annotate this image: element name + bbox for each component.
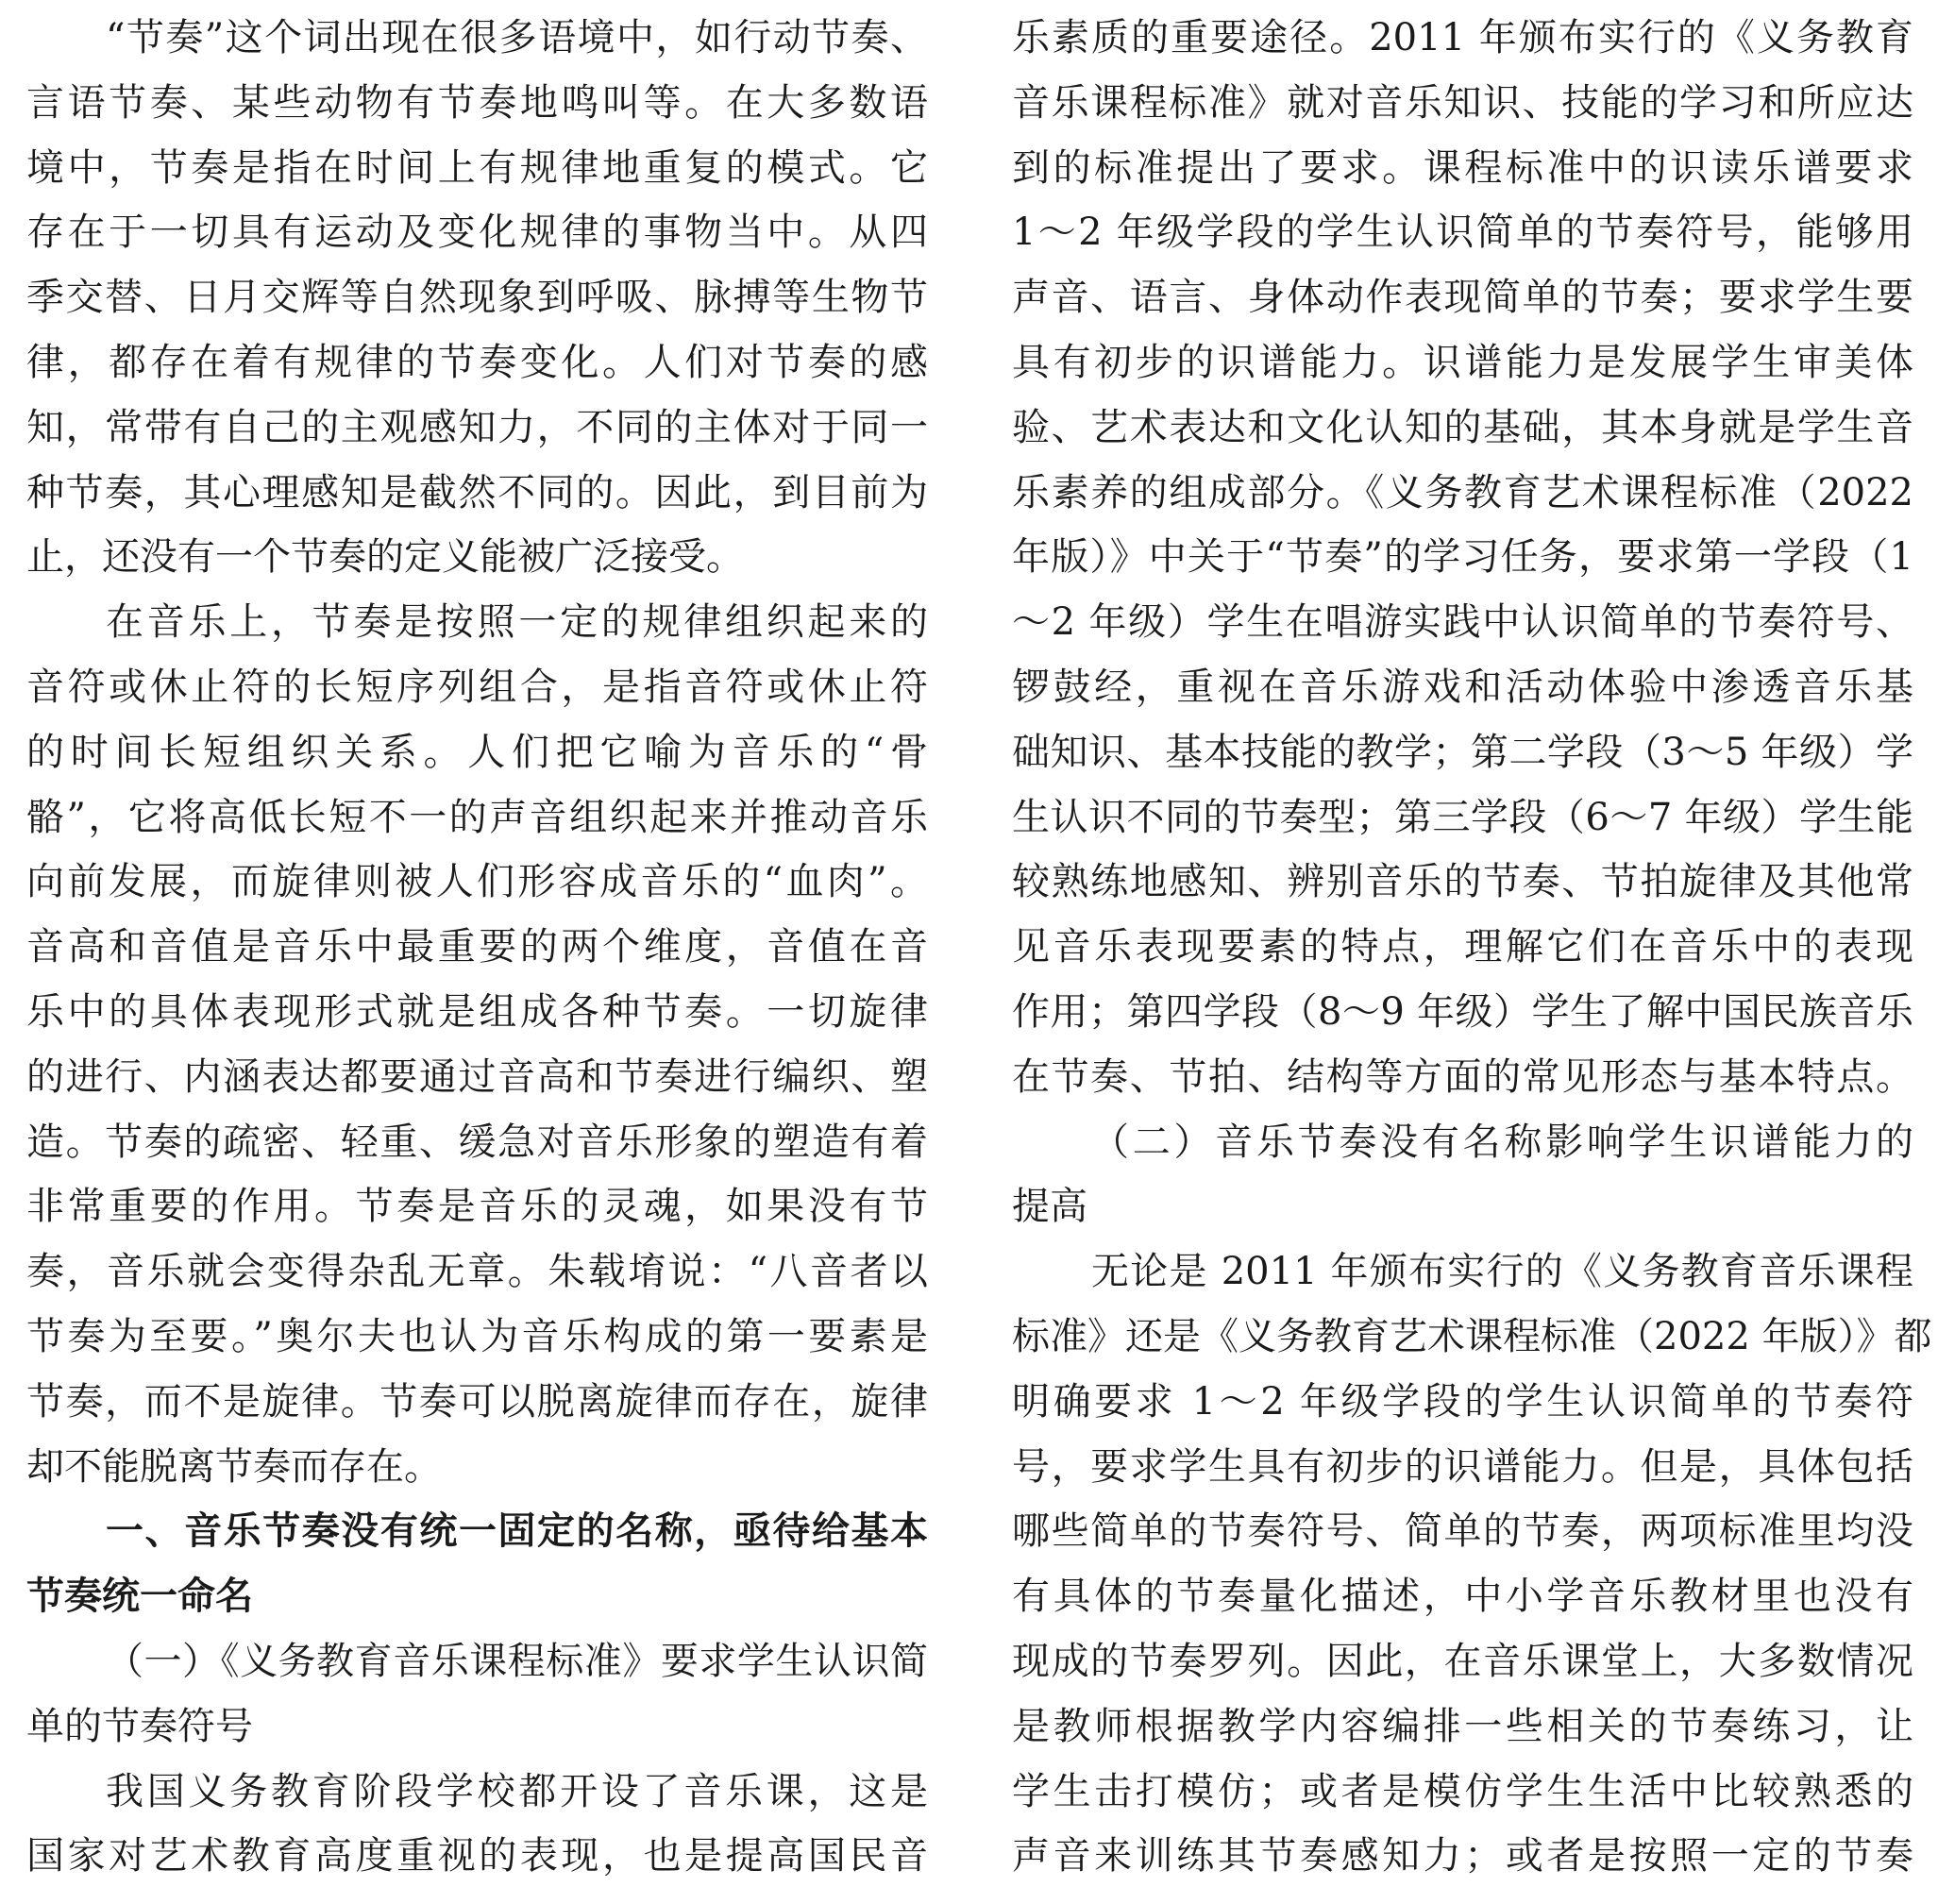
text-line: 存在于一切具有运动及变化规律的事物当中。从四 [26,211,928,255]
text-line: 到的标准提出了要求。课程标准中的识读乐谱要求 [1012,145,1913,190]
text-line: 声音来训练其节奏感知力；或者是按照一定的节奏 [1012,1834,1913,1879]
section-heading-line: 节奏统一命名 [26,1575,253,1619]
text-line: 1～2 年级学段的学生认识简单的节奏符号，能够用 [1012,211,1913,255]
text-line: 具有初步的识谱能力。识谱能力是发展学生审美体 [1012,340,1913,384]
text-line: 音符或休止符的长短序列组合，是指音符或休止符 [26,665,928,709]
text-line: 哪些简单的节奏符号、简单的节奏，两项标准里均没 [1012,1509,1913,1554]
text-line: 言语节奏、某些动物有节奏地鸣叫等。在大多数语 [26,80,928,125]
text-line: 号，要求学生具有初步的识谱能力。但是，具体包括 [1012,1444,1913,1489]
text-line: 节奏，而不是旋律。节奏可以脱离旋律而存在，旋律 [26,1379,928,1424]
text-line: 种节奏，其心理感知是截然不同的。因此，到目前为 [26,470,928,514]
text-line: 无论是 2011 年颁布实行的《义务教育音乐课程 [1091,1250,1913,1294]
text-line: 的时间长短组织关系。人们把它喻为音乐的“骨 [26,730,928,774]
text-line: 国家对艺术教育高度重视的表现，也是提高国民音 [26,1834,928,1879]
text-line: 是教师根据教学内容编排一些相关的节奏练习，让 [1012,1704,1913,1748]
text-line: “节奏”这个词出现在很多语境中，如行动节奏、 [106,16,928,59]
text-line: 奏，音乐就会变得杂乱无章。朱载堉说：“八音者以 [26,1250,928,1294]
text-line: 我国义务教育阶段学校都开设了音乐课，这是 [106,1769,928,1813]
text-line: 音高和音值是音乐中最重要的两个维度，音值在音 [26,925,928,969]
text-line: 向前发展，而旋律则被人们形容成音乐的“血肉”。 [26,860,928,904]
text-line: 造。节奏的疏密、轻重、缓急对音乐形象的塑造有着 [26,1120,928,1164]
text-line: 在节奏、节拍、结构等方面的常见形态与基本特点。 [1012,1054,1913,1099]
text-line: 提高 [1012,1185,1087,1229]
text-line: 知，常带有自己的主观感知力，不同的主体对于同一 [26,405,928,449]
text-line: 境中，节奏是指在时间上有规律地重复的模式。它 [26,145,928,190]
text-line: 础知识、基本技能的教学；第二学段（3～5 年级）学 [1012,730,1913,774]
text-line: 止，还没有一个节奏的定义能被广泛接受。 [26,535,744,580]
text-line: 骼”，它将高低长短不一的声音组织起来并推动音乐 [26,795,928,839]
text-line: 标准》还是《义务教育艺术课程标准（2022 年版）》都 [1012,1314,1932,1358]
section-heading-line: 一、音乐节奏没有统一固定的名称，亟待给基本 [106,1509,928,1554]
text-line: 乐素养的组成部分。《义务教育艺术课程标准（2022 [1012,470,1913,514]
text-line: 却不能脱离节奏而存在。 [26,1444,442,1489]
text-line: 现成的节奏罗列。因此，在音乐课堂上，大多数情况 [1012,1639,1913,1683]
text-line: 年版）》中关于“节奏”的学习任务，要求第一学段（1 [1012,535,1913,580]
text-line: 的进行、内涵表达都要通过音高和节奏进行编织、塑 [26,1054,928,1099]
text-line: 乐素质的重要途径。2011 年颁布实行的《义务教育 [1012,16,1913,59]
text-line: （二）音乐节奏没有名称影响学生识谱能力的 [1091,1120,1913,1164]
text-line: 律，都存在着有规律的节奏变化。人们对节奏的感 [26,340,928,384]
text-line: 有具体的节奏量化描述，中小学音乐教材里也没有 [1012,1575,1913,1619]
text-line: 明确要求 1～2 年级学段的学生认识简单的节奏符 [1012,1379,1913,1424]
text-line: 见音乐表现要素的特点，理解它们在音乐中的表现 [1012,925,1913,969]
text-line: 声音、语言、身体动作表现简单的节奏；要求学生要 [1012,276,1913,320]
text-line: （一）《义务教育音乐课程标准》要求学生认识简 [106,1639,928,1683]
left-text-column [26,0,928,1889]
text-line: 验、艺术表达和文化认知的基础，其本身就是学生音 [1012,405,1913,449]
text-line: 节奏为至要。”奥尔夫也认为音乐构成的第一要素是 [26,1314,928,1358]
text-line: 生认识不同的节奏型；第三学段（6～7 年级）学生能 [1012,795,1913,839]
text-line: 学生击打模仿；或者是模仿学生生活中比较熟悉的 [1012,1769,1913,1813]
text-line: 作用；第四学段（8～9 年级）学生了解中国民族音乐 [1012,989,1913,1034]
text-line: 季交替、日月交辉等自然现象到呼吸、脉搏等生物节 [26,276,928,320]
text-line: 音乐课程标准》就对音乐知识、技能的学习和所应达 [1012,80,1913,125]
right-text-column [1012,0,1932,1889]
text-line: ～2 年级）学生在唱游实践中认识简单的节奏符号、 [1012,600,1913,645]
text-line: 乐中的具体表现形式就是组成各种节奏。一切旋律 [26,989,928,1034]
text-line: 单的节奏符号 [26,1704,253,1748]
text-line: 在音乐上，节奏是按照一定的规律组织起来的 [106,600,928,645]
text-line: 较熟练地感知、辨别音乐的节奏、节拍旋律及其他常 [1012,860,1913,904]
text-line: 锣鼓经，重视在音乐游戏和活动体验中渗透音乐基 [1012,665,1913,709]
text-line: 非常重要的作用。节奏是音乐的灵魂，如果没有节 [26,1185,928,1229]
